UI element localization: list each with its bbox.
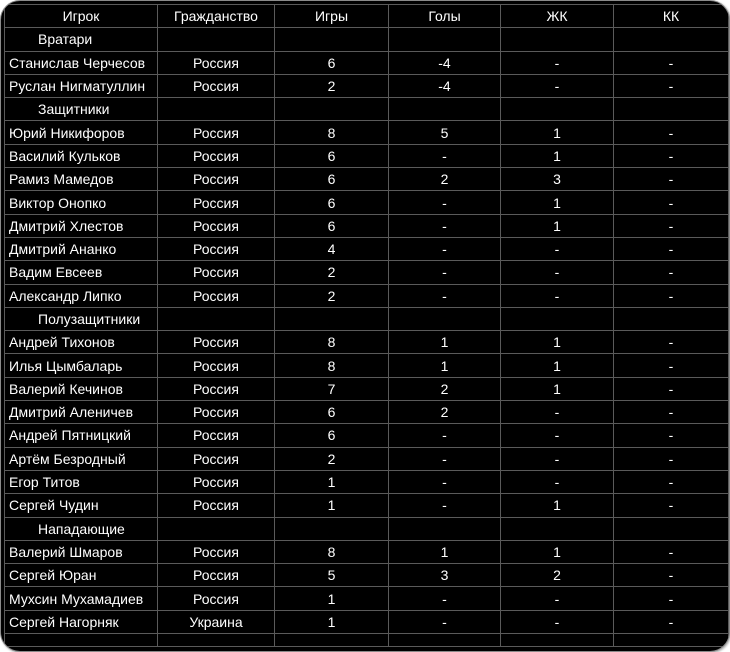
goals-cell: 3 — [389, 564, 501, 587]
table-row — [5, 214, 729, 237]
spacer-row — [5, 634, 729, 647]
yellow-cards-cell: - — [501, 401, 614, 424]
table-row — [5, 494, 729, 517]
yellow-cards-cell: - — [501, 470, 614, 493]
player-name: Илья Цымбаларь — [5, 354, 158, 377]
yellow-cards-cell: - — [501, 447, 614, 470]
player-column-header: Игрок — [5, 5, 158, 28]
goals-column-header: Голы — [389, 5, 501, 28]
empty-cell — [501, 28, 614, 51]
yellow-cards-cell: 1 — [501, 331, 614, 354]
goals-cell: -4 — [389, 51, 501, 74]
player-name: Юрий Никифоров — [5, 121, 158, 144]
games-cell: 8 — [275, 540, 389, 563]
games-cell: 5 — [275, 564, 389, 587]
empty-cell — [389, 634, 501, 647]
empty-cell — [501, 517, 614, 540]
player-name: Валерий Кечинов — [5, 377, 158, 400]
empty-cell — [158, 307, 275, 330]
games-cell: 1 — [275, 494, 389, 517]
citizenship-cell: Россия — [158, 121, 275, 144]
goals-cell: - — [389, 424, 501, 447]
red-cards-cell: - — [614, 610, 729, 633]
table-row — [5, 237, 729, 260]
empty-cell — [158, 28, 275, 51]
empty-cell — [614, 28, 729, 51]
squad-table — [4, 4, 729, 647]
games-cell: 6 — [275, 191, 389, 214]
citizenship-cell: Россия — [158, 237, 275, 260]
citizenship-cell: Россия — [158, 214, 275, 237]
player-name: Мухсин Мухамадиев — [5, 587, 158, 610]
games-cell: 6 — [275, 214, 389, 237]
yellow-cards-cell: 1 — [501, 144, 614, 167]
yellow-cards-cell: - — [501, 284, 614, 307]
player-name: Сергей Юран — [5, 564, 158, 587]
yellow-cards-cell: - — [501, 424, 614, 447]
goals-cell: 2 — [389, 401, 501, 424]
empty-cell — [275, 307, 389, 330]
table-row — [5, 168, 729, 191]
red-cards-cell: - — [614, 261, 729, 284]
goals-cell: - — [389, 144, 501, 167]
player-name: Руслан Нигматуллин — [5, 74, 158, 97]
table-row — [5, 144, 729, 167]
goals-cell: - — [389, 214, 501, 237]
goals-cell: 2 — [389, 377, 501, 400]
empty-cell — [614, 98, 729, 121]
yellow-cards-cell: - — [501, 587, 614, 610]
empty-cell — [389, 517, 501, 540]
games-column-header: Игры — [275, 5, 389, 28]
yellow-cards-cell: 1 — [501, 494, 614, 517]
citizenship-cell: Россия — [158, 168, 275, 191]
table-row — [5, 51, 729, 74]
table-row — [5, 540, 729, 563]
citizenship-cell: Россия — [158, 144, 275, 167]
citizenship-cell: Украина — [158, 610, 275, 633]
player-name: Андрей Тихонов — [5, 331, 158, 354]
yellow-cards-cell: - — [501, 51, 614, 74]
red-cards-cell: - — [614, 74, 729, 97]
player-name: Егор Титов — [5, 470, 158, 493]
goals-cell: 1 — [389, 354, 501, 377]
citizenship-cell: Россия — [158, 470, 275, 493]
red-cards-cell: - — [614, 237, 729, 260]
yellow-cards-cell: 3 — [501, 168, 614, 191]
yellow-cards-cell: - — [501, 610, 614, 633]
red-cards-cell: - — [614, 168, 729, 191]
goals-cell: - — [389, 587, 501, 610]
citizenship-cell: Россия — [158, 587, 275, 610]
games-cell: 6 — [275, 424, 389, 447]
empty-cell — [275, 634, 389, 647]
goals-cell: - — [389, 237, 501, 260]
table-row — [5, 74, 729, 97]
player-name: Сергей Нагорняк — [5, 610, 158, 633]
games-cell: 6 — [275, 168, 389, 191]
empty-cell — [158, 98, 275, 121]
goals-cell: - — [389, 261, 501, 284]
games-cell: 2 — [275, 447, 389, 470]
empty-cell — [389, 28, 501, 51]
goals-cell: 1 — [389, 331, 501, 354]
player-name: Дмитрий Хлестов — [5, 214, 158, 237]
goals-cell: 1 — [389, 540, 501, 563]
games-cell: 8 — [275, 331, 389, 354]
games-cell: 8 — [275, 354, 389, 377]
player-name: Рамиз Мамедов — [5, 168, 158, 191]
citizenship-cell: Россия — [158, 424, 275, 447]
citizenship-cell: Россия — [158, 331, 275, 354]
table-row — [5, 261, 729, 284]
citizenship-cell: Россия — [158, 377, 275, 400]
yellow-cards-cell: - — [501, 237, 614, 260]
player-name: Сергей Чудин — [5, 494, 158, 517]
goals-cell: 2 — [389, 168, 501, 191]
player-name: Вадим Евсеев — [5, 261, 158, 284]
games-cell: 2 — [275, 261, 389, 284]
games-cell: 1 — [275, 587, 389, 610]
table-row — [5, 284, 729, 307]
red-cards-cell: - — [614, 470, 729, 493]
section-row — [5, 517, 729, 540]
section-row — [5, 28, 729, 51]
red-cards-cell: - — [614, 191, 729, 214]
goals-cell: - — [389, 284, 501, 307]
red-cards-column-header: КК — [614, 5, 729, 28]
table-row — [5, 377, 729, 400]
citizenship-cell: Россия — [158, 494, 275, 517]
goals-cell: - — [389, 610, 501, 633]
empty-cell — [389, 98, 501, 121]
goals-cell: -4 — [389, 74, 501, 97]
citizenship-cell: Россия — [158, 74, 275, 97]
games-cell: 6 — [275, 51, 389, 74]
red-cards-cell: - — [614, 121, 729, 144]
red-cards-cell: - — [614, 144, 729, 167]
red-cards-cell: - — [614, 354, 729, 377]
citizenship-cell: Россия — [158, 51, 275, 74]
yellow-cards-cell: 1 — [501, 214, 614, 237]
citizenship-cell: Россия — [158, 191, 275, 214]
empty-cell — [501, 98, 614, 121]
yellow-cards-column-header: ЖК — [501, 5, 614, 28]
citizenship-cell: Россия — [158, 447, 275, 470]
empty-cell — [275, 98, 389, 121]
empty-cell — [158, 517, 275, 540]
header-row — [5, 5, 729, 28]
yellow-cards-cell: 1 — [501, 354, 614, 377]
citizenship-cell: Россия — [158, 354, 275, 377]
red-cards-cell: - — [614, 331, 729, 354]
player-name: Дмитрий Ананко — [5, 237, 158, 260]
section-row — [5, 98, 729, 121]
red-cards-cell: - — [614, 587, 729, 610]
yellow-cards-cell: 1 — [501, 540, 614, 563]
citizenship-cell: Россия — [158, 401, 275, 424]
games-cell: 6 — [275, 401, 389, 424]
table-row — [5, 447, 729, 470]
yellow-cards-cell: - — [501, 261, 614, 284]
red-cards-cell: - — [614, 447, 729, 470]
red-cards-cell: - — [614, 424, 729, 447]
red-cards-cell: - — [614, 214, 729, 237]
goals-cell: 5 — [389, 121, 501, 144]
empty-cell — [275, 28, 389, 51]
table-row — [5, 564, 729, 587]
player-name: Валерий Шмаров — [5, 540, 158, 563]
red-cards-cell: - — [614, 564, 729, 587]
goals-cell: - — [389, 494, 501, 517]
empty-cell — [5, 634, 158, 647]
red-cards-cell: - — [614, 51, 729, 74]
citizenship-column-header: Гражданство — [158, 5, 275, 28]
games-cell: 2 — [275, 284, 389, 307]
games-cell: 1 — [275, 470, 389, 493]
table-row — [5, 354, 729, 377]
goals-cell: - — [389, 447, 501, 470]
citizenship-cell: Россия — [158, 284, 275, 307]
games-cell: 8 — [275, 121, 389, 144]
red-cards-cell: - — [614, 377, 729, 400]
red-cards-cell: - — [614, 401, 729, 424]
table-row — [5, 424, 729, 447]
section-title: Полузащитники — [5, 307, 158, 330]
citizenship-cell: Россия — [158, 564, 275, 587]
player-name: Станислав Черчесов — [5, 51, 158, 74]
section-title: Нападающие — [5, 517, 158, 540]
goals-cell: - — [389, 191, 501, 214]
yellow-cards-cell: 1 — [501, 377, 614, 400]
table-row — [5, 401, 729, 424]
games-cell: 1 — [275, 610, 389, 633]
player-name: Василий Кульков — [5, 144, 158, 167]
empty-cell — [614, 517, 729, 540]
table-row — [5, 610, 729, 633]
section-title: Защитники — [5, 98, 158, 121]
yellow-cards-cell: 2 — [501, 564, 614, 587]
player-name: Дмитрий Аленичев — [5, 401, 158, 424]
citizenship-cell: Россия — [158, 261, 275, 284]
section-title: Вратари — [5, 28, 158, 51]
empty-cell — [275, 517, 389, 540]
table-row — [5, 191, 729, 214]
table-row — [5, 470, 729, 493]
player-name: Виктор Онопко — [5, 191, 158, 214]
red-cards-cell: - — [614, 284, 729, 307]
player-name: Артём Безродный — [5, 447, 158, 470]
goals-cell: - — [389, 470, 501, 493]
empty-cell — [501, 634, 614, 647]
yellow-cards-cell: 1 — [501, 191, 614, 214]
empty-cell — [158, 634, 275, 647]
yellow-cards-cell: 1 — [501, 121, 614, 144]
player-name: Андрей Пятницкий — [5, 424, 158, 447]
table-row — [5, 331, 729, 354]
games-cell: 7 — [275, 377, 389, 400]
games-cell: 6 — [275, 144, 389, 167]
empty-cell — [501, 307, 614, 330]
citizenship-cell: Россия — [158, 540, 275, 563]
empty-cell — [614, 634, 729, 647]
red-cards-cell: - — [614, 540, 729, 563]
empty-cell — [614, 307, 729, 330]
section-row — [5, 307, 729, 330]
games-cell: 2 — [275, 74, 389, 97]
table-row — [5, 121, 729, 144]
red-cards-cell: - — [614, 494, 729, 517]
games-cell: 4 — [275, 237, 389, 260]
empty-cell — [389, 307, 501, 330]
table-row — [5, 587, 729, 610]
yellow-cards-cell: - — [501, 74, 614, 97]
player-name: Александр Липко — [5, 284, 158, 307]
